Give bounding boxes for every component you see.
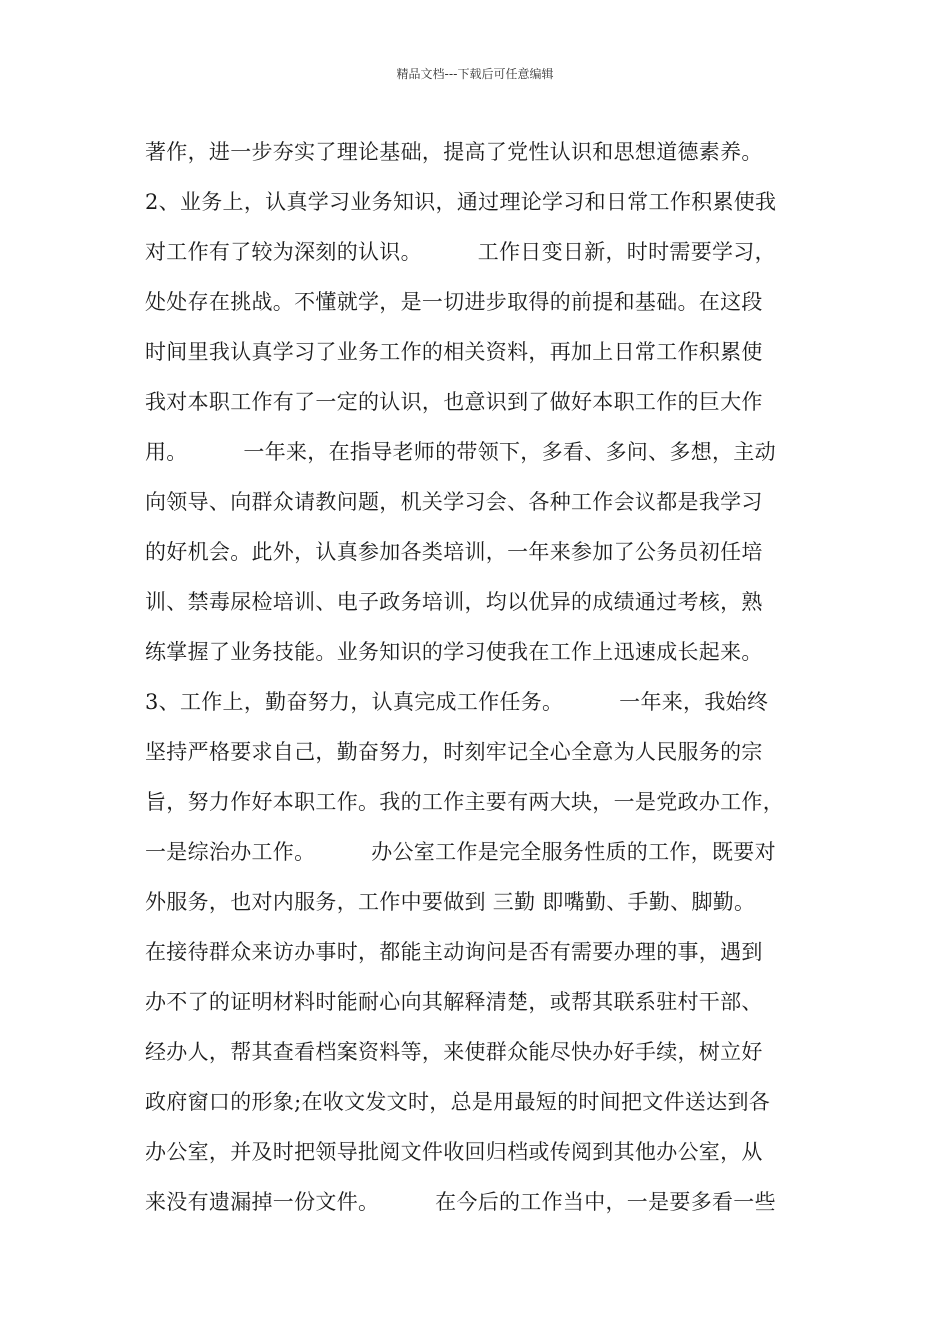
text-line: 一是综治办工作。 办公室工作是完全服务性质的工作，既要对	[145, 840, 776, 864]
text-line: 训、禁毒尿检培训、电子政务培训，均以优异的成绩通过考核，熟	[145, 590, 763, 614]
text-line: 我对本职工作有了一定的认识，也意识到了做好本职工作的巨大作	[145, 390, 763, 414]
text-line: 办公室，并及时把领导批阅文件收回归档或传阅到其他办公室，从	[145, 1140, 763, 1164]
text-line: 坚持严格要求自己，勤奋努力，时刻牢记全心全意为人民服务的宗	[145, 740, 763, 764]
text-line: 处处存在挑战。不懂就学，是一切进步取得的前提和基础。在这段	[145, 290, 763, 314]
text-line: 经办人，帮其查看档案资料等，来使群众能尽快办好手续，树立好	[145, 1040, 763, 1064]
text-line: 的好机会。此外，认真参加各类培训，一年来参加了公务员初任培	[145, 540, 763, 564]
text-line: 办不了的证明材料时能耐心向其解释清楚，或帮其联系驻村干部、	[145, 990, 763, 1014]
text-line: 向领导、向群众请教问题，机关学习会、各种工作会议都是我学习	[145, 490, 763, 514]
text-line: 3、工作上，勤奋努力，认真完成工作任务。 一年来，我始终	[145, 690, 769, 714]
text-line: 2、业务上，认真学习业务知识，通过理论学习和日常工作积累使我	[145, 190, 777, 214]
text-line: 来没有遗漏掉一份文件。 在今后的工作当中，一是要多看一些	[145, 1190, 776, 1214]
document-body	[145, 127, 825, 1227]
text-line: 对工作有了较为深刻的认识。 工作日变日新，时时需要学习，	[145, 240, 776, 264]
text-line: 在接待群众来访办事时，都能主动询问是否有需要办理的事，遇到	[145, 940, 763, 964]
text-line: 著作，进一步夯实了理论基础，提高了党性认识和思想道德素养。	[145, 140, 763, 164]
text-line: 旨，努力作好本职工作。我的工作主要有两大块，一是党政办工作，	[145, 790, 784, 814]
text-line: 用。 一年来，在指导老师的带领下，多看、多问、多想，主动	[145, 440, 776, 464]
text-line: 练掌握了业务技能。业务知识的学习使我在工作上迅速成长起来。	[145, 640, 763, 664]
text-line: 政府窗口的形象;在收文发文时，总是用最短的时间把文件送达到各	[145, 1090, 771, 1114]
text-line: 外服务，也对内服务，工作中要做到 三勤 即嘴勤、手勤、脚勤。	[145, 890, 756, 914]
page-header: 精品文档---下载后可任意编辑	[396, 67, 554, 81]
text-line: 时间里我认真学习了业务工作的相关资料，再加上日常工作积累使	[145, 340, 763, 364]
